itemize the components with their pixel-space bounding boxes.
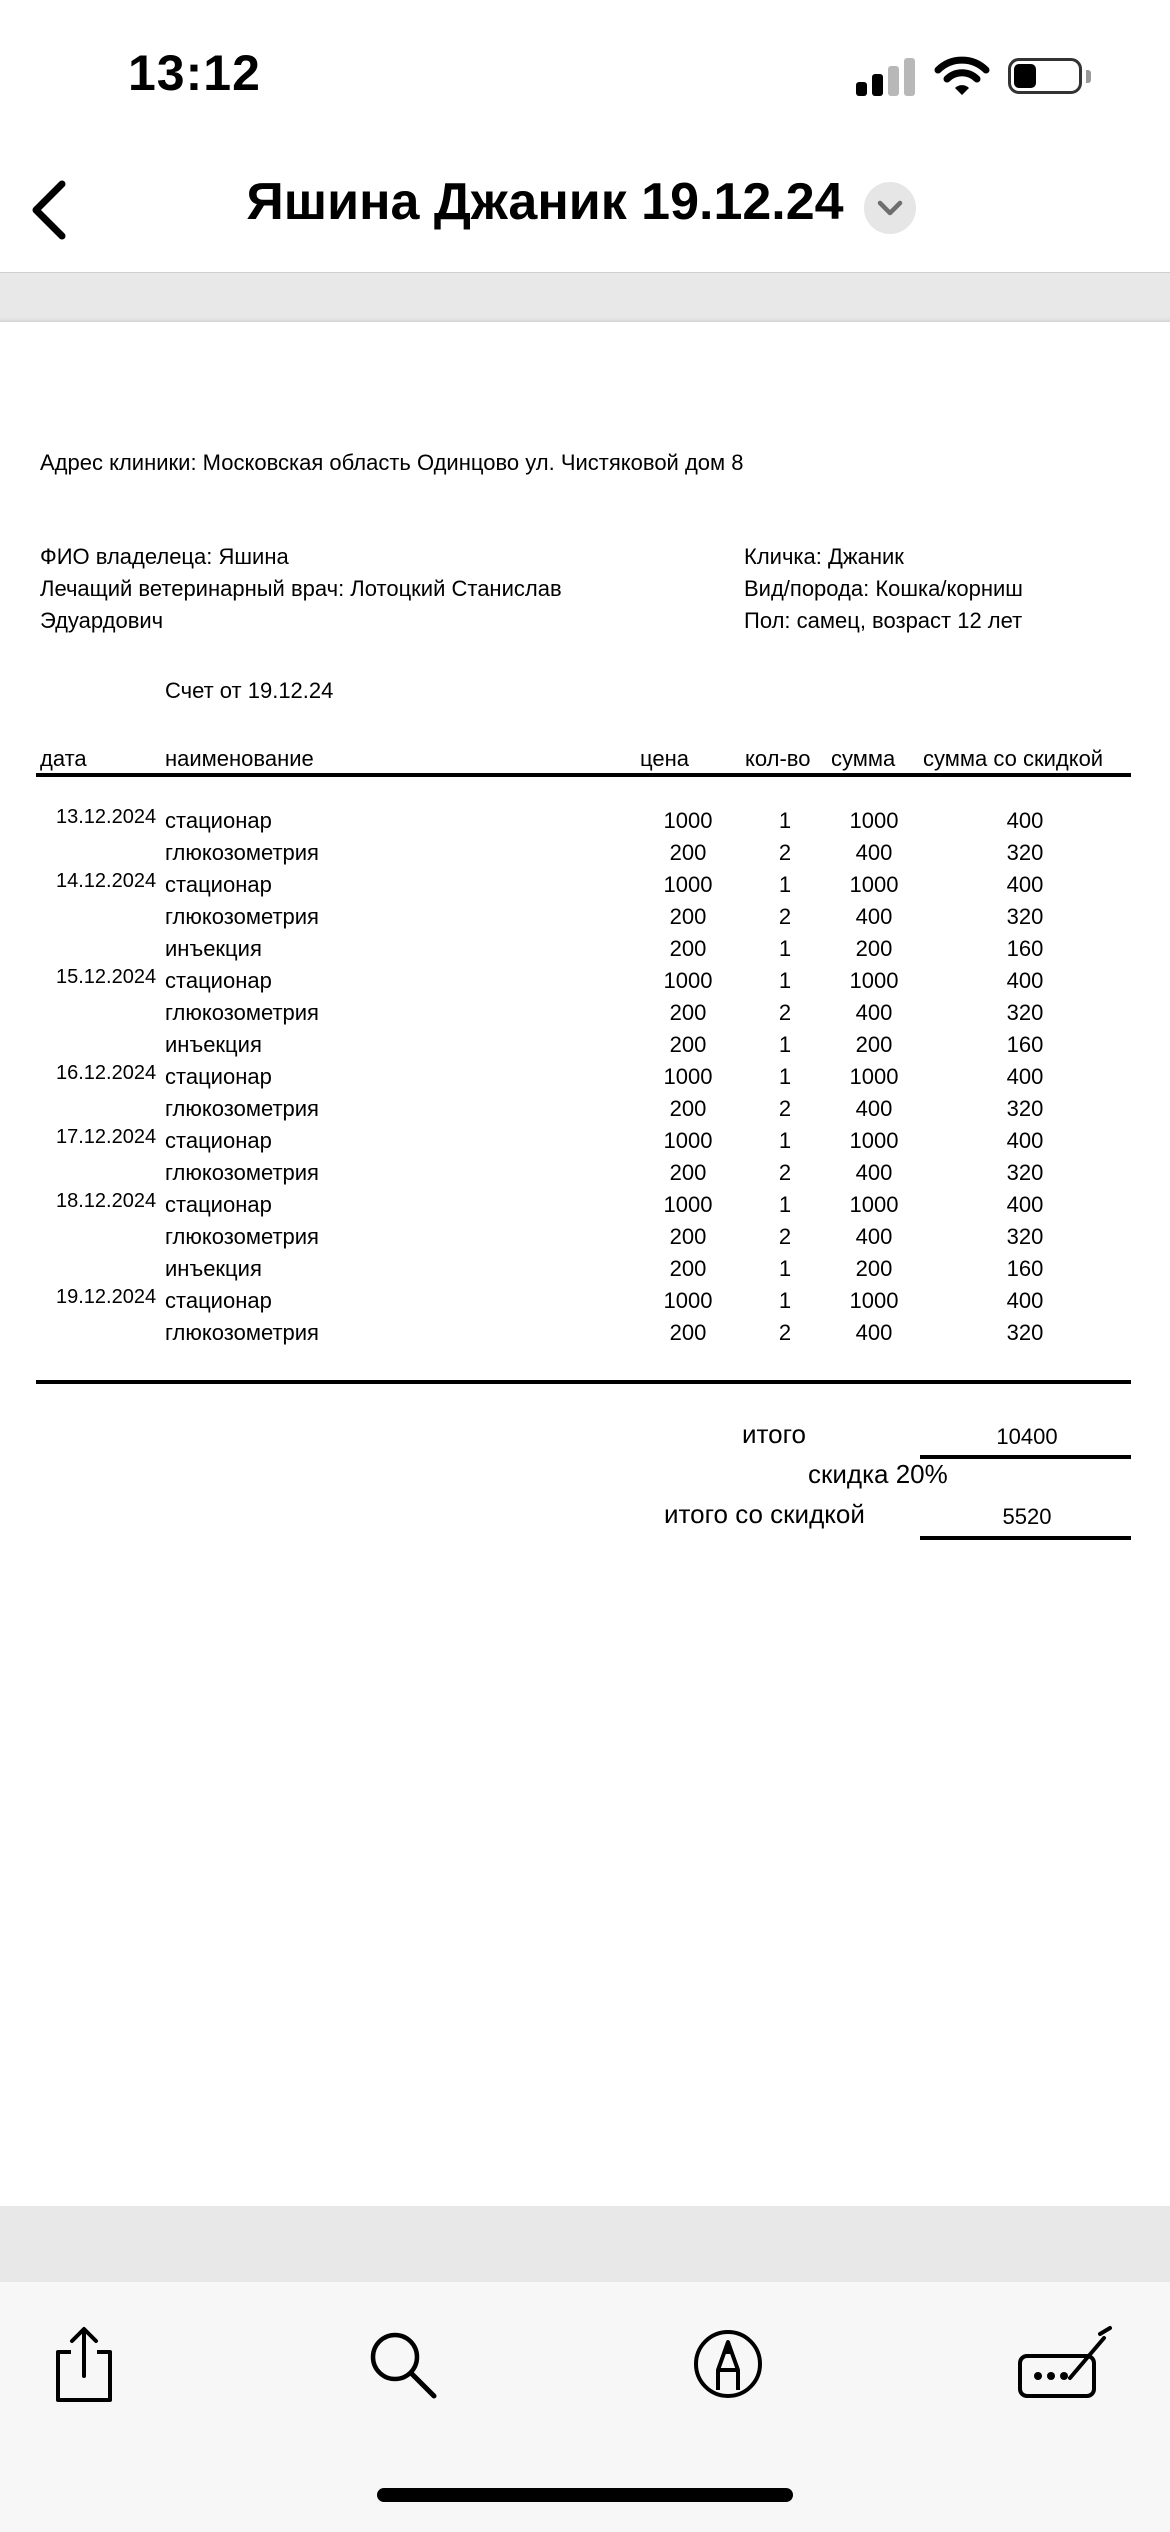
- row-discount-sum: 400: [1006, 1064, 1044, 1089]
- row-discount-sum: 400: [1006, 1192, 1044, 1217]
- row-sum: 400: [855, 904, 893, 929]
- pet-sex-age: Пол: самец, возраст 12 лет: [744, 608, 1023, 633]
- row-price: 1000: [663, 1288, 713, 1313]
- owner-name: ФИО владелеца: Яшина: [40, 544, 289, 569]
- total-value: 10400: [996, 1424, 1058, 1449]
- total-discount-value: 5520: [1002, 1504, 1052, 1529]
- row-qty: 1: [778, 1288, 792, 1313]
- row-date: 15.12.2024: [56, 966, 157, 988]
- table-row: [0, 872, 1170, 904]
- battery-icon: [1008, 58, 1092, 96]
- document-bottom-margin: [0, 2206, 1170, 2283]
- total-discount-label: итого со скидкой: [664, 1499, 865, 1529]
- row-sum: 200: [855, 936, 893, 961]
- row-qty: 2: [778, 840, 792, 865]
- row-name: стационар: [165, 808, 272, 833]
- row-price: 200: [669, 936, 707, 961]
- row-sum: 400: [855, 840, 893, 865]
- page-title-container: [0, 172, 1170, 232]
- row-price: 200: [669, 1224, 707, 1249]
- row-qty: 1: [778, 1256, 792, 1281]
- row-qty: 2: [778, 1320, 792, 1345]
- pet-name: Кличка: Джаник: [744, 544, 904, 569]
- table-row: [0, 840, 1170, 872]
- row-qty: 1: [778, 936, 792, 961]
- row-sum: 400: [855, 1160, 893, 1185]
- row-discount-sum: 400: [1006, 1288, 1044, 1313]
- row-qty: 2: [778, 1224, 792, 1249]
- total-label: итого: [742, 1419, 806, 1449]
- row-name: стационар: [165, 1192, 272, 1217]
- header-price: цена: [640, 746, 689, 771]
- row-date: 14.12.2024: [56, 870, 157, 892]
- row-date: 19.12.2024: [56, 1286, 157, 1308]
- page-title[interactable]: Яшина Джаник 19.12.24: [246, 173, 844, 231]
- row-sum: 200: [855, 1032, 893, 1057]
- table-row: [0, 1224, 1170, 1256]
- row-price: 200: [669, 1096, 707, 1121]
- row-discount-sum: 320: [1006, 1000, 1044, 1025]
- row-name: глюкозометрия: [165, 1096, 319, 1121]
- navigation-bar: [0, 150, 1170, 272]
- title-menu-chevron-icon[interactable]: [864, 182, 916, 234]
- row-price: 1000: [663, 808, 713, 833]
- pet-breed: Вид/порода: Кошка/корниш: [744, 576, 1023, 601]
- table-row: [0, 1064, 1170, 1096]
- row-qty: 1: [778, 872, 792, 897]
- row-sum: 1000: [849, 1128, 899, 1153]
- row-discount-sum: 400: [1006, 968, 1044, 993]
- row-qty: 2: [778, 1160, 792, 1185]
- row-name: инъекция: [165, 936, 262, 961]
- table-row: [0, 1096, 1170, 1128]
- row-name: глюкозометрия: [165, 1000, 319, 1025]
- row-price: 1000: [663, 1128, 713, 1153]
- row-sum: 1000: [849, 1064, 899, 1089]
- row-price: 1000: [663, 968, 713, 993]
- table-row: [0, 808, 1170, 840]
- row-qty: 2: [778, 1000, 792, 1025]
- row-name: стационар: [165, 1288, 272, 1313]
- discount-label: скидка 20%: [808, 1459, 948, 1489]
- row-qty: 1: [778, 1064, 792, 1089]
- row-name: глюкозометрия: [165, 904, 319, 929]
- vet-name-line1: Лечащий ветеринарный врач: Лотоцкий Станислав: [40, 576, 562, 601]
- row-name: инъекция: [165, 1256, 262, 1281]
- row-name: стационар: [165, 968, 272, 993]
- row-price: 200: [669, 840, 707, 865]
- row-discount-sum: 160: [1006, 1256, 1044, 1281]
- row-price: 200: [669, 1160, 707, 1185]
- table-row: [0, 1000, 1170, 1032]
- clinic-address: Адрес клиники: Московская область Одинцово ул. Чистяковой дом 8: [40, 450, 744, 475]
- row-price: 1000: [663, 1064, 713, 1089]
- invoice-title: Счет от 19.12.24: [165, 678, 334, 703]
- total-discount-underline: [920, 1536, 1131, 1540]
- row-discount-sum: 400: [1006, 808, 1044, 833]
- table-row: [0, 1160, 1170, 1192]
- row-discount-sum: 320: [1006, 1096, 1044, 1121]
- pdf-document-page[interactable]: [0, 322, 1170, 2206]
- row-qty: 1: [778, 1128, 792, 1153]
- invoice-table-body: [0, 808, 1170, 1352]
- row-date: 13.12.2024: [56, 806, 157, 828]
- row-sum: 400: [855, 1000, 893, 1025]
- row-sum: 1000: [849, 968, 899, 993]
- row-sum: 1000: [849, 872, 899, 897]
- header-sum: сумма: [831, 746, 896, 771]
- row-discount-sum: 400: [1006, 872, 1044, 897]
- row-date: 18.12.2024: [56, 1190, 157, 1212]
- row-sum: 1000: [849, 808, 899, 833]
- row-qty: 2: [778, 1096, 792, 1121]
- table-row: [0, 936, 1170, 968]
- status-bar: [0, 0, 1170, 150]
- table-row: [0, 968, 1170, 1000]
- table-row: [0, 1288, 1170, 1320]
- table-row: [0, 1256, 1170, 1288]
- markup-icon[interactable]: [688, 2324, 768, 2404]
- signature-icon[interactable]: [1014, 2324, 1114, 2404]
- row-qty: 1: [778, 1192, 792, 1217]
- row-price: 1000: [663, 872, 713, 897]
- row-name: инъекция: [165, 1032, 262, 1057]
- table-bottom-rule: [36, 1380, 1131, 1384]
- table-row: [0, 1128, 1170, 1160]
- row-name: глюкозометрия: [165, 1160, 319, 1185]
- header-name: наименование: [165, 746, 314, 771]
- row-discount-sum: 320: [1006, 1320, 1044, 1345]
- row-discount-sum: 320: [1006, 1160, 1044, 1185]
- row-discount-sum: 400: [1006, 1128, 1044, 1153]
- table-row: [0, 1032, 1170, 1064]
- row-sum: 400: [855, 1096, 893, 1121]
- document-top-margin: [0, 272, 1170, 323]
- search-icon[interactable]: [362, 2324, 442, 2404]
- row-sum: 1000: [849, 1192, 899, 1217]
- row-sum: 1000: [849, 1288, 899, 1313]
- home-indicator[interactable]: [377, 2488, 793, 2502]
- table-row: [0, 904, 1170, 936]
- row-price: 200: [669, 904, 707, 929]
- row-date: 17.12.2024: [56, 1126, 157, 1148]
- row-qty: 1: [778, 1032, 792, 1057]
- table-row: [0, 1320, 1170, 1352]
- row-discount-sum: 160: [1006, 936, 1044, 961]
- row-qty: 1: [778, 968, 792, 993]
- row-name: стационар: [165, 1128, 272, 1153]
- vet-name-line2: Эдуардович: [40, 608, 164, 633]
- row-discount-sum: 320: [1006, 840, 1044, 865]
- row-price: 200: [669, 1256, 707, 1281]
- row-sum: 200: [855, 1256, 893, 1281]
- cellular-signal-icon: [856, 58, 916, 96]
- row-price: 200: [669, 1000, 707, 1025]
- row-price: 200: [669, 1032, 707, 1057]
- row-date: 16.12.2024: [56, 1062, 157, 1084]
- row-name: глюкозометрия: [165, 840, 319, 865]
- row-price: 1000: [663, 1192, 713, 1217]
- row-name: стационар: [165, 1064, 272, 1089]
- row-sum: 400: [855, 1224, 893, 1249]
- table-header-rule: [36, 773, 1131, 777]
- header-qty: кол-во: [745, 746, 811, 771]
- row-price: 200: [669, 1320, 707, 1345]
- header-discount-sum: сумма со скидкой: [923, 746, 1104, 771]
- row-qty: 1: [778, 808, 792, 833]
- row-qty: 2: [778, 904, 792, 929]
- status-time: 13:12: [128, 45, 261, 101]
- row-discount-sum: 320: [1006, 1224, 1044, 1249]
- share-icon[interactable]: [44, 2324, 124, 2404]
- row-name: глюкозометрия: [165, 1224, 319, 1249]
- table-row: [0, 1192, 1170, 1224]
- row-discount-sum: 160: [1006, 1032, 1044, 1057]
- row-sum: 400: [855, 1320, 893, 1345]
- total-underline: [920, 1455, 1131, 1459]
- row-name: стационар: [165, 872, 272, 897]
- row-discount-sum: 320: [1006, 904, 1044, 929]
- row-name: глюкозометрия: [165, 1320, 319, 1345]
- wifi-icon: [934, 56, 990, 98]
- header-date: дата: [40, 746, 87, 771]
